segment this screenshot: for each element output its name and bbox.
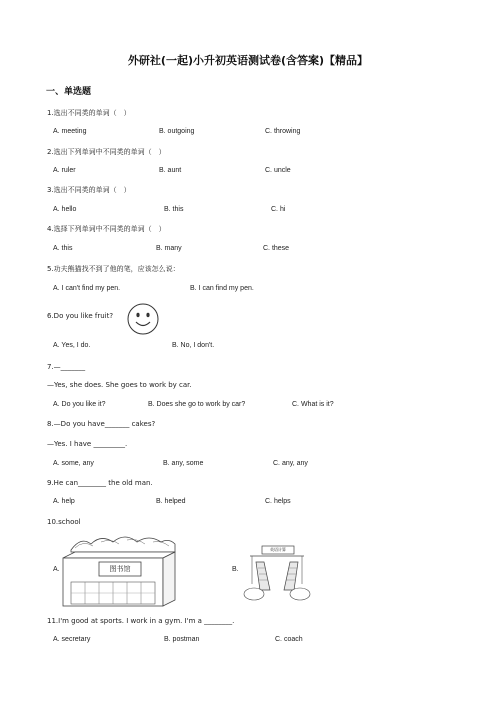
q7-option-c: C. What is it? [292,401,334,408]
question-9: 9.He can________ the old man. [47,479,153,487]
library-sign-text: 图书馆 [109,565,131,573]
q11-option-a: A. secretary [53,636,91,643]
q11-option-b: B. postman [164,636,200,643]
q5-option-b: B. I can find my pen. [190,285,254,292]
q9-option-a: A. help [53,498,75,505]
escalator-sign-text: 英语计算 [270,547,286,552]
q2-option-c: C. uncle [265,167,291,174]
q8-option-a: A. some, any [53,460,94,467]
question-7-response: —Yes, she does. She goes to work by car. [47,381,192,389]
section-heading: 一、单选题 [46,87,92,97]
q10-option-a: A. [53,566,60,573]
question-1: 1.选出不同类的单词（ ） [47,109,131,117]
question-4: 4.选择下列单词中不同类的单词（ ） [47,225,166,233]
question-3: 3.选出不同类的单词（ ） [47,186,131,194]
q4-option-c: C. these [263,245,290,252]
question-11: 11.I'm good at sports. I work in a gym. I'm a ________. [47,617,235,625]
q6-option-a: A. Yes, I do. [53,342,91,349]
q3-option-b: B. this [164,206,184,213]
q1-option-a: A. meeting [53,128,87,135]
q6-option-b: B. No, I don't. [172,342,215,349]
q3-option-c: C. hi [271,206,286,213]
question-8: 8.—Do you have_______ cakes? [47,420,156,428]
question-2: 2.选出下列单词中不同类的单词（ ） [47,148,166,156]
q3-option-a: A. hello [53,206,77,213]
q5-option-a: A. I can't find my pen. [53,285,121,292]
q4-option-b: B. many [156,245,182,252]
q9-option-c: C. helps [265,498,291,505]
q9-option-b: B. helped [156,498,186,505]
q1-option-c: C. throwing [265,128,301,135]
q8-option-b: B. any, some [163,460,204,467]
page-title: 外研社(一起)小升初英语测试卷(含答案)【精品】 [127,54,369,67]
q7-option-a: A. Do you like it? [53,401,106,408]
escalator-image [240,544,314,602]
q10-option-b: B. [232,566,239,573]
q4-option-a: A. this [53,245,73,252]
question-6: 6.Do you like fruit? [47,312,114,320]
question-8-response: —Yes. I have _________. [47,440,128,448]
question-7: 7.—_______ [47,363,86,371]
q8-option-c: C. any, any [273,460,308,467]
q7-option-b: B. Does she go to work by car? [148,401,246,408]
q2-option-b: B. aunt [159,167,182,174]
q11-option-c: C. coach [275,636,303,643]
q2-option-a: A. ruler [53,167,76,174]
smiley-face-icon [126,302,160,336]
question-10: 10.school [47,518,81,526]
question-5: 5.功夫熊猫找不到了他的笔，应该怎么说： [47,265,180,273]
library-building-image [61,528,179,608]
q1-option-b: B. outgoing [159,128,195,135]
